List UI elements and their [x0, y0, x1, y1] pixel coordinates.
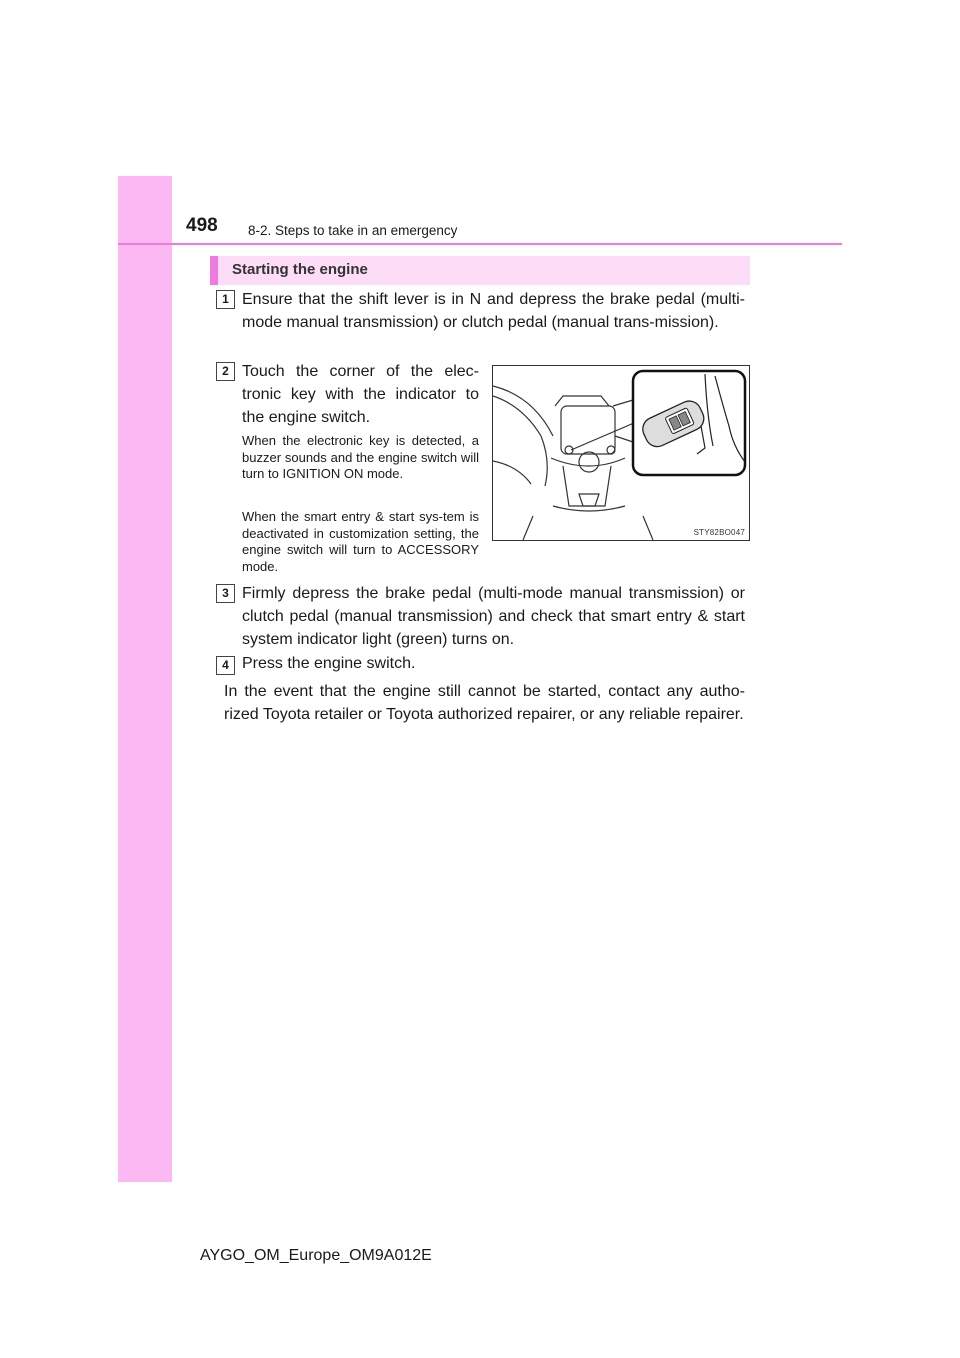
section-heading	[210, 256, 750, 285]
dashboard-drawing	[493, 366, 749, 540]
note-accessory-mode: When the smart entry & start sys-tem is deactivated in customization setting, the engine switch will turn to ACCESSORY mode.	[242, 509, 479, 574]
header-rule	[118, 243, 842, 245]
step-text-1: Ensure that the shift lever is in N and depress the brake pedal (multi-mode manual transmission) or clutch pedal (manual trans-mission).	[242, 291, 745, 331]
closing-paragraph: In the event that the engine still cannot be started, contact any autho-rized Toyota retailer or Toyota authorized repairer, or any reliable repairer.	[224, 683, 745, 723]
section-title: 8-2. Steps to take in an emergency	[248, 223, 458, 238]
step-text-4: Press the engine switch.	[242, 655, 416, 672]
step-number-1: 1	[216, 290, 235, 309]
page-number: 498	[186, 215, 218, 236]
figure-code: STY82BO047	[693, 528, 745, 537]
step-number-3: 3	[216, 584, 235, 603]
note-key-detected: When the electronic key is detected, a buzzer sounds and the engine switch will turn to IGNITION ON mode.	[242, 433, 479, 481]
section-heading-text: Starting the engine	[232, 261, 368, 278]
side-band	[118, 176, 172, 1182]
step-text-3: Firmly depress the brake pedal (multi-mode manual transmission) or clutch pedal (manual transmission) and check that smart entry & start system indicator light (green) turns on.	[242, 585, 745, 648]
engine-switch-illustration	[492, 365, 750, 541]
step-number-2: 2	[216, 362, 235, 381]
step-text-2: Touch the corner of the elec-tronic key with the indicator to the engine switch.	[242, 363, 479, 426]
footer-doc-id: AYGO_OM_Europe_OM9A012E	[200, 1247, 432, 1264]
step-number-4: 4	[216, 656, 235, 675]
